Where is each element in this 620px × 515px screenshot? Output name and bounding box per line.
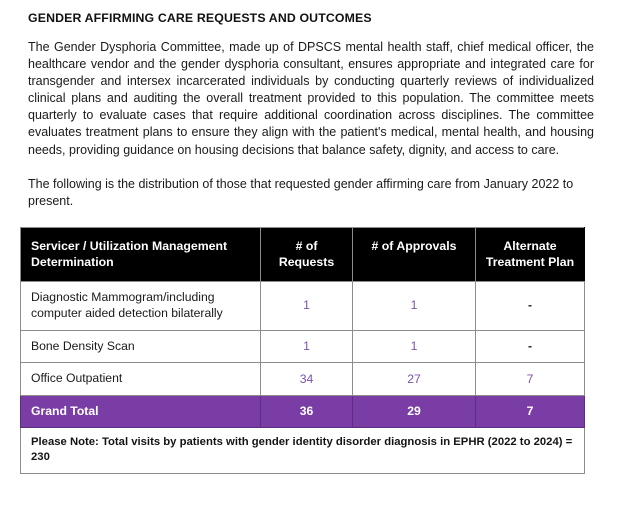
total-label: Grand Total — [21, 395, 261, 428]
intro-paragraph: The Gender Dysphoria Committee, made up of DPSCS mental health staff, chief medical officer, the healthcare vendor and the gender dysphoria consultant, ensures appropriate and integrated care for transgender and intersex incarcerated individuals by conducting quarterly reviews of individualized clinical plans and auditing the overall treatment provided to this population. The committee meets quarterly to evaluate cases that require additional coordination across disciplines. The committee evaluates treatment plans to ensure they align with the patient's medical, mental health, and housing needs, providing guidance on housing decisions that balance safety, dignity, and access to care. — [28, 40, 594, 157]
table-row — [21, 281, 585, 330]
table-body — [21, 281, 585, 474]
row-label: Office Outpatient — [21, 363, 261, 396]
row-requests: 1 — [261, 281, 353, 330]
table-note-row — [21, 428, 585, 474]
total-requests: 36 — [261, 395, 353, 428]
row-approvals: 27 — [353, 363, 476, 396]
page-title: GENDER AFFIRMING CARE REQUESTS AND OUTCOMES — [28, 11, 372, 25]
row-alternate: - — [476, 330, 585, 363]
row-approvals: 1 — [353, 281, 476, 330]
row-label: Diagnostic Mammogram/including computer aided detection bilaterally — [21, 281, 261, 330]
row-requests: 1 — [261, 330, 353, 363]
table-row — [21, 363, 585, 396]
table-row — [21, 330, 585, 363]
table-header-row — [21, 227, 585, 281]
row-label: Bone Density Scan — [21, 330, 261, 363]
distribution-paragraph: The following is the distribution of those that requested gender affirming care from January 2022 to present. — [28, 176, 574, 208]
column-header-requests: # of Requests — [261, 227, 353, 281]
column-header-approvals: # of Approvals — [353, 227, 476, 281]
column-header-determination: Servicer / Utilization Management Determination — [21, 227, 261, 281]
row-approvals: 1 — [353, 330, 476, 363]
row-requests: 34 — [261, 363, 353, 396]
gender-affirming-care-table — [20, 227, 585, 475]
table-note: Please Note: Total visits by patients with gender identity disorder diagnosis in EPHR (2022 to 2024) = 230 — [21, 428, 585, 474]
row-alternate: - — [476, 281, 585, 330]
table-header — [21, 227, 585, 281]
grand-total-row — [21, 395, 585, 428]
row-alternate: 7 — [476, 363, 585, 396]
total-alternate: 7 — [476, 395, 585, 428]
table-container — [0, 210, 620, 475]
total-approvals: 29 — [353, 395, 476, 428]
column-header-alternate-plan: Alternate Treatment Plan — [476, 227, 585, 281]
